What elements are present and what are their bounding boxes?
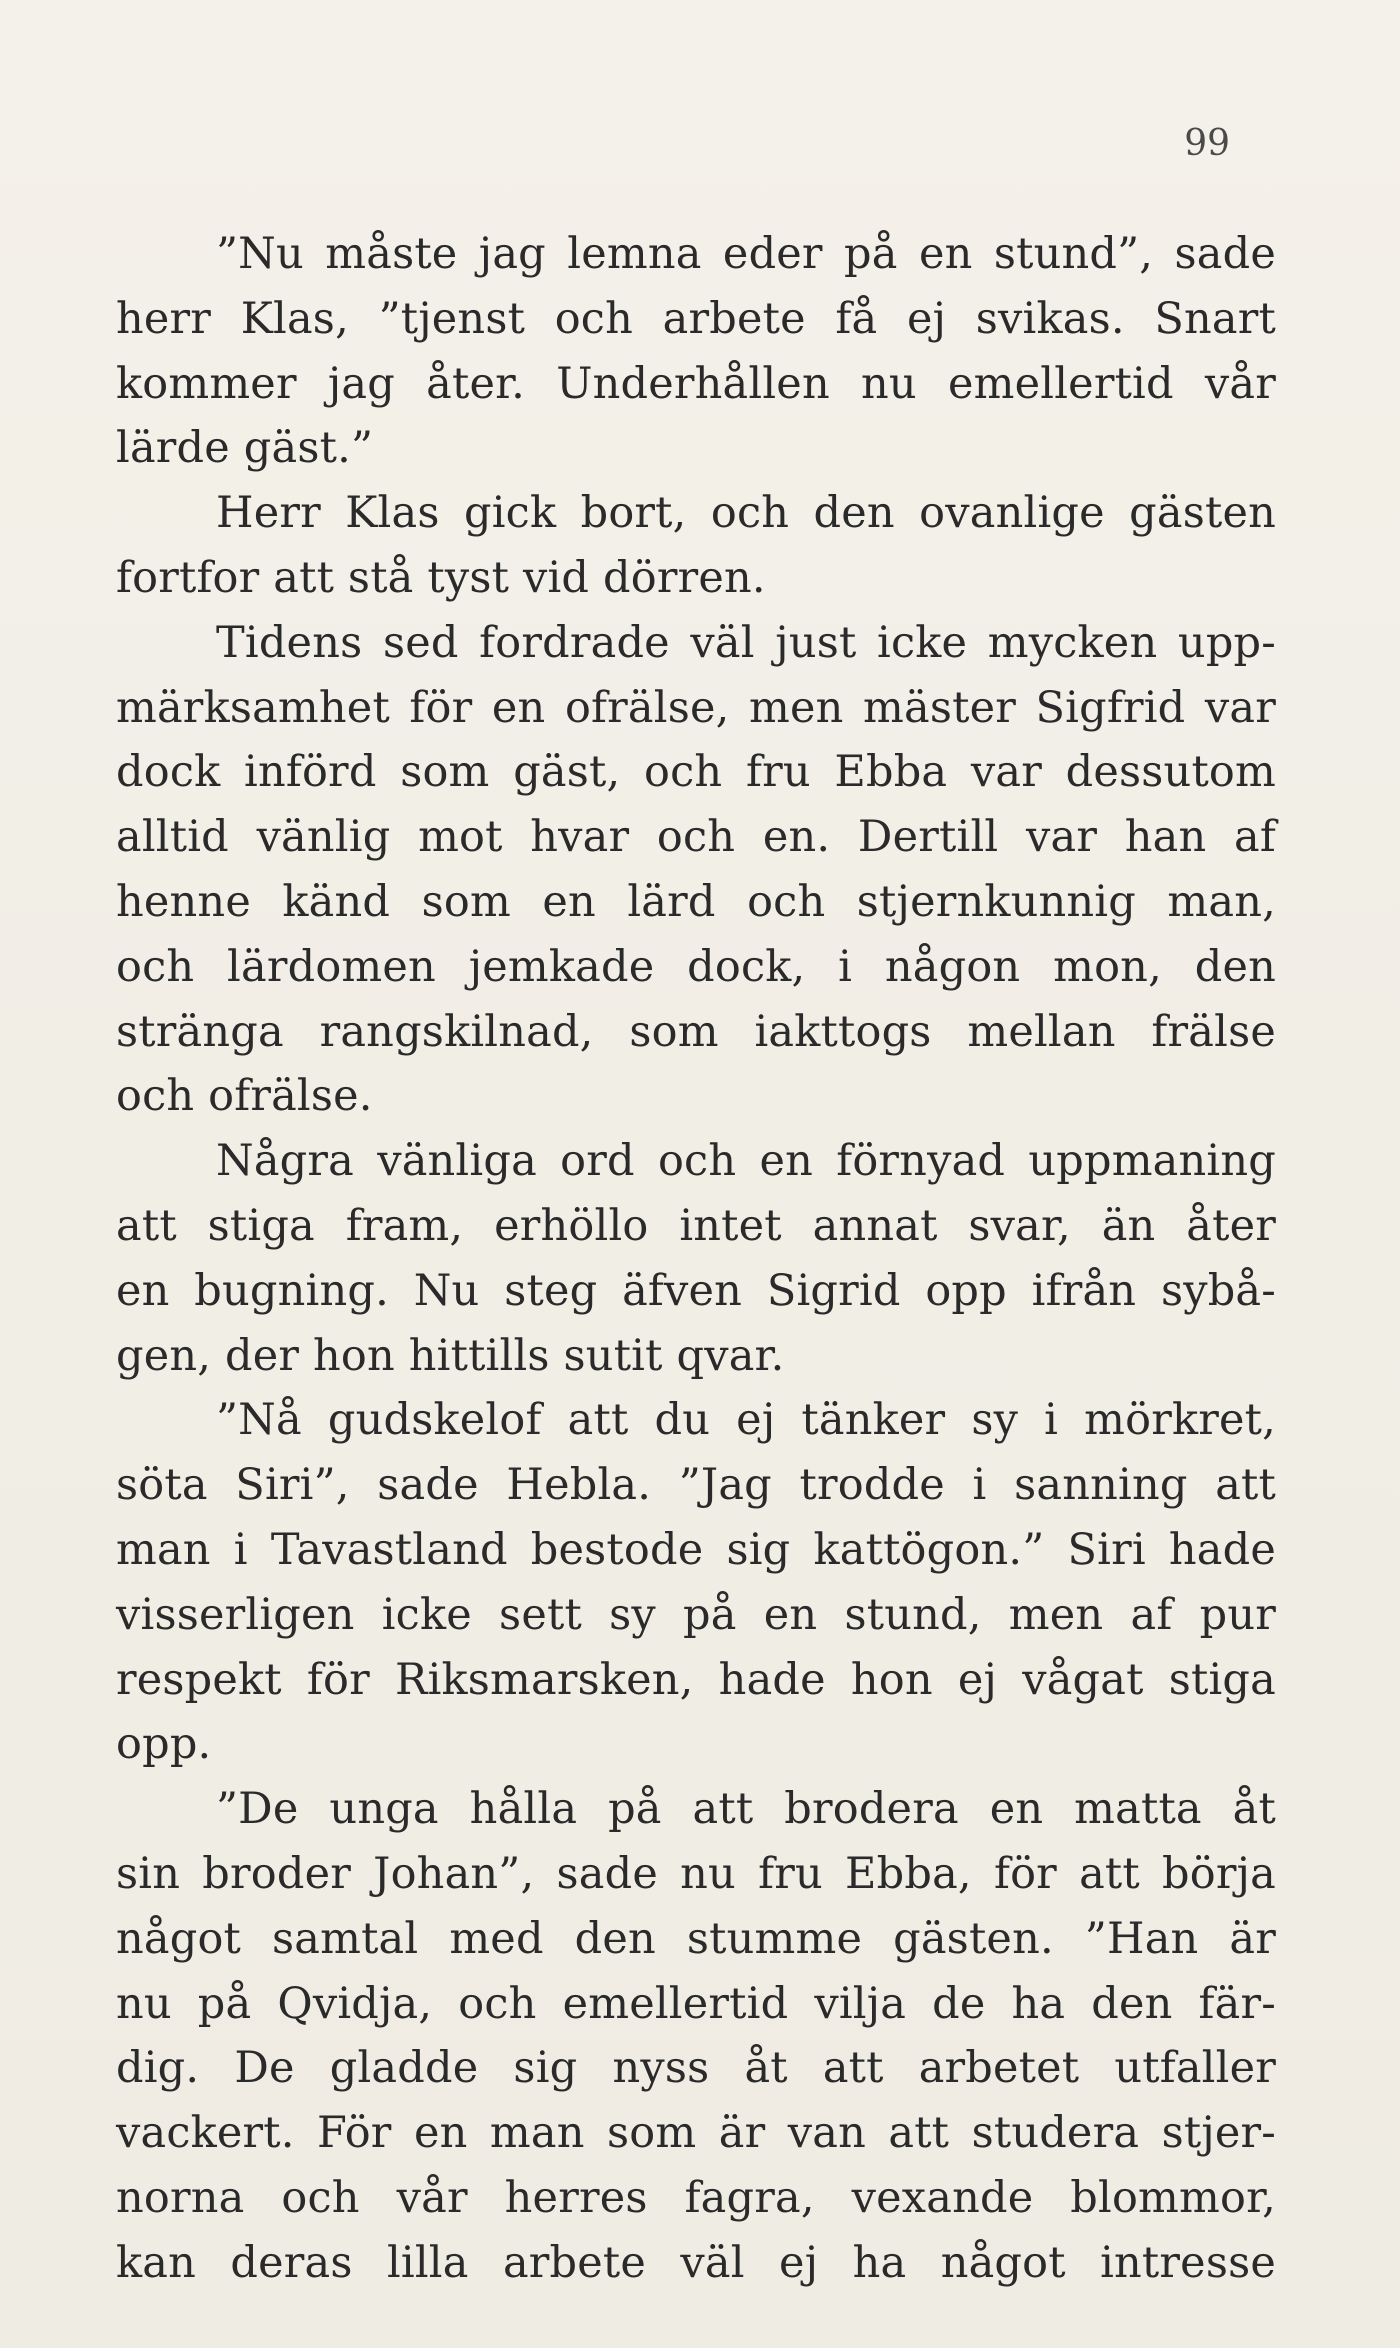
text-line: lärde gäst.”	[116, 423, 374, 474]
text-line: dock införd som gäst, och fru Ebba var dessutom	[116, 747, 1276, 798]
text-line: dig. De gladde sig nyss åt att arbetet utfaller	[116, 2043, 1276, 2094]
text-line: kommer jag åter. Underhållen nu emellertid vår	[116, 358, 1276, 409]
text-line: att stiga fram, erhöllo intet annat svar, än åter	[116, 1200, 1276, 1251]
body-text	[116, 222, 1276, 2296]
text-line: nu på Qvidja, och emellertid vilja de ha den fär-	[116, 1978, 1276, 2029]
text-line: visserligen icke sett sy på en stund, men af pur	[116, 1589, 1276, 1640]
text-line: gen, der hon hittills sutit qvar.	[116, 1330, 785, 1381]
text-line: sin broder Johan”, sade nu fru Ebba, för att börja	[116, 1848, 1276, 1899]
text-line: söta Siri”, sade Hebla. ”Jag trodde i sanning att	[116, 1460, 1276, 1511]
text-line: ”Nå gudskelof att du ej tänker sy i mörkret,	[216, 1395, 1276, 1446]
text-line: herr Klas, ”tjenst och arbete få ej svikas. Snart	[116, 293, 1276, 344]
text-line: ”De unga hålla på att brodera en matta åt	[216, 1784, 1276, 1835]
text-line: stränga rangskilnad, som iakttogs mellan frälse	[116, 1006, 1276, 1057]
text-line: vackert. För en man som är van att studera stjer-	[116, 2108, 1276, 2159]
text-line: henne känd som en lärd och stjernkunnig man,	[116, 876, 1276, 927]
text-line: alltid vänlig mot hvar och en. Dertill var han af	[116, 812, 1276, 863]
text-line: Herr Klas gick bort, och den ovanlige gästen	[216, 488, 1276, 539]
text-line: fortfor att stå tyst vid dörren.	[116, 552, 766, 603]
text-line: och ofrälse.	[116, 1071, 373, 1122]
text-line: Några vänliga ord och en förnyad uppmaning	[216, 1136, 1276, 1187]
text-line: opp.	[116, 1719, 212, 1770]
text-line: Tidens sed fordrade väl just icke mycken upp-	[216, 617, 1276, 668]
text-line: och lärdomen jemkade dock, i någon mon, den	[116, 941, 1276, 992]
text-line: ”Nu måste jag lemna eder på en stund”, sade	[216, 229, 1276, 279]
text-line: man i Tavastland bestode sig kattögon.” Siri hade	[116, 1524, 1276, 1575]
text-line: märksamhet för en ofrälse, men mäster Sigfrid var	[116, 682, 1276, 733]
text-line: norna och vår herres fagra, vexande blommor,	[116, 2172, 1276, 2223]
page-number: 99	[1184, 123, 1230, 164]
text-line: något samtal med den stumme gästen. ”Han är	[116, 1913, 1276, 1964]
text-line: en bugning. Nu steg äfven Sigrid opp ifrån sybå-	[116, 1265, 1276, 1316]
text-line: respekt för Riksmarsken, hade hon ej vågat stiga	[116, 1654, 1276, 1705]
text-line: kan deras lilla arbete väl ej ha något intresse	[116, 2237, 1276, 2288]
